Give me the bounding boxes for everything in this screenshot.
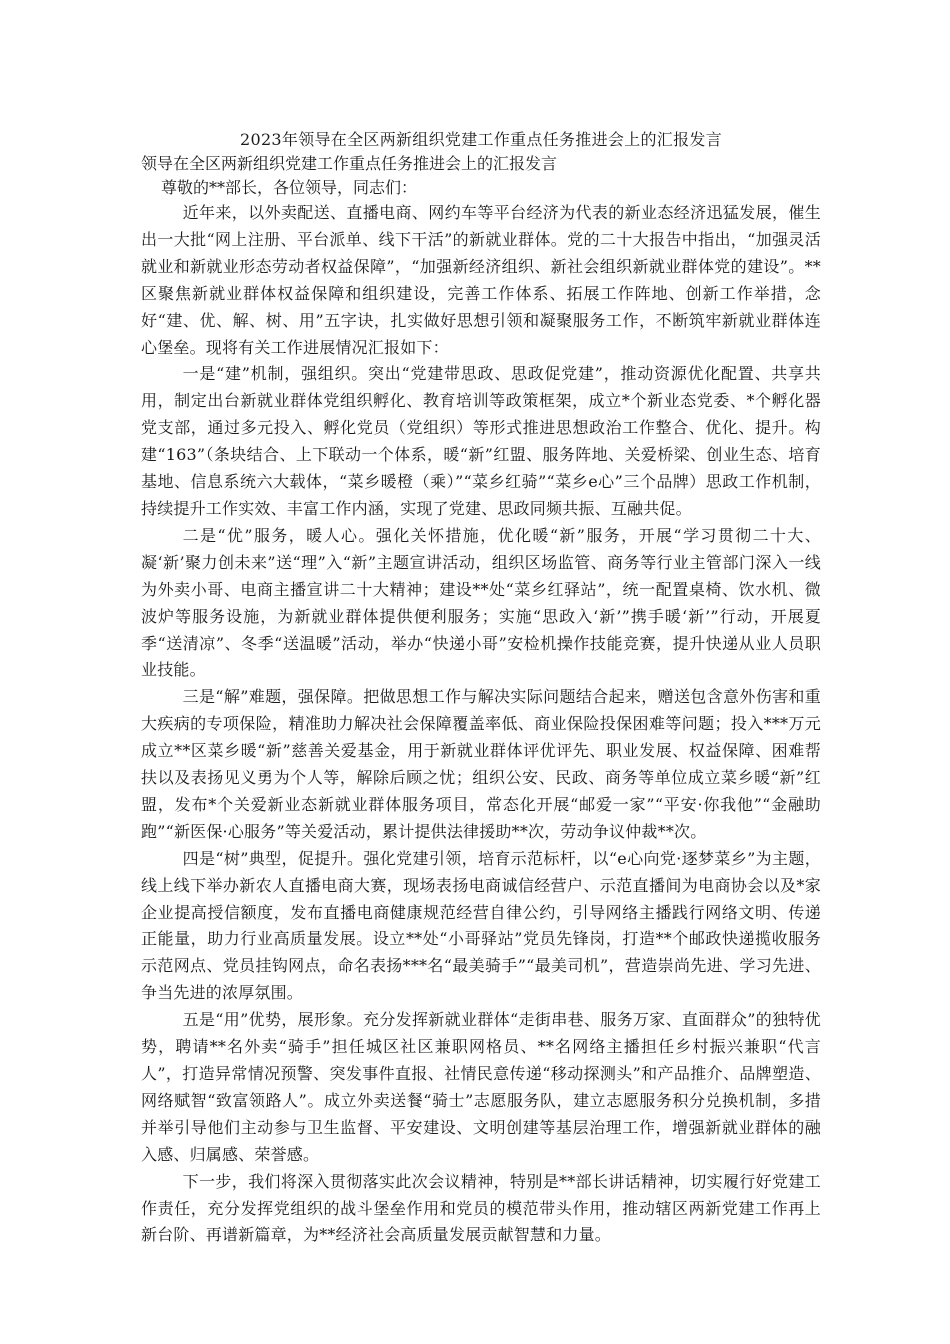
- paragraph-use-advantages: 五是“用”优势，展形象。充分发挥新就业群体“走街串巷、服务万家、直面群众”的独特优势，聘请**名外卖“骑手”担任城区社区兼职网格员、**名网络主播担任乡村振兴兼职“代言人”，打造异常情况预警、突发事件直报、社情民意传递“移动探测头”和产品推介、品牌塑造、网络赋智“致富领路人”。成立外卖送餐“骑士”志愿服务队，建立志愿服务积分兑换机制，多措并举引导他们主动参与卫生监督、平安建设、文明创建等基层治理工作，增强新就业群体的融入感、归属感、荣誉感。: [141, 1010, 821, 1164]
- paragraph-solve-problems: 三是“解”难题，强保障。把做思想工作与解决实际问题结合起来，赠送包含意外伤害和重大疾病的专项保险，精准助力解决社会保障覆盖率低、商业保险投保困难等问题；投入***万元成立**区菜乡暖“新”慈善关爱基金，用于新就业群体评优评先、职业发展、权益保障、困难帮扶以及表扬见义勇为个人等，解除后顾之忧；组织公安、民政、商务等单位成立菜乡暖“新”红盟，发布*个关爱新业态新就业群体服务项目，常态化开展“邮爱一家”“平安·你我他”“金融助跑”“新医保·心服务”等关爱活动，累计提供法律援助**次，劳动争议仲裁**次。: [141, 687, 821, 841]
- paragraph-build-mechanism: 一是“建”机制，强组织。突出“党建带思政、思政促党建”，推动资源优化配置、共享共用，制定出台新就业群体党组织孵化、教育培训等政策框架，成立*个新业态党委、*个孵化器党支部，通过多元投入、孵化党员（党组织）等形式推进思想政治工作整合、优化、提升。构建“163”（条块结合、上下联动一个体系，暖“新”红盟、服务阵地、关爱桥梁、创业生态、培育基地、信息系统六大载体，“菜乡暖橙（乘）”“菜乡红骑”“菜乡e心”三个品牌）思政工作机制，持续提升工作实效、丰富工作内涵，实现了党建、思政同频共振、互融共促。: [141, 364, 821, 518]
- paragraph-optimize-service: 二是“优”服务，暖人心。强化关怀措施，优化暖“新”服务，开展“学习贯彻二十大、凝‘新’聚力创未来”送“理”入“新”主题宣讲活动，组织区场监管、商务等行业主管部门深入一线为外卖小哥、电商主播宣讲二十大精神；建设**处“菜乡红驿站”，统一配置桌椅、饮水机、微波炉等服务设施，为新就业群体提供便利服务；实施“思政入‘新’”携手暖‘新’”行动，开展夏季“送清凉”、冬季“送温暖”活动，举办“快递小哥”安检机操作技能竞赛，提升快递从业人员职业技能。: [141, 525, 821, 680]
- document-title: 2023年领导在全区两新组织党建工作重点任务推进会上的汇报发言: [239, 130, 723, 149]
- paragraph-set-examples: 四是“树”典型，促提升。强化党建引领，培育示范标杆，以“e心向党·逐梦菜乡”为主题，线上线下举办新农人直播电商大赛，现场表扬电商诚信经营户、示范直播间为电商协会以及*家企业提高授信额度，发布直播电商健康规范经营自律公约，引导网络主播践行网络文明、传递正能量，助力行业高质量发展。设立**处“小哥驿站”党员先锋岗，打造**个邮政快递揽收服务示范网点、党员挂钩网点，命名表扬***名“最美骑手”“最美司机”，营造崇尚先进、学习先进、争当先进的浓厚氛围。: [141, 848, 821, 1003]
- document-subtitle: 领导在全区两新组织党建工作重点任务推进会上的汇报发言: [141, 154, 558, 173]
- paragraph-intro: 近年来，以外卖配送、直播电商、网约车等平台经济为代表的新业态经济迅猛发展，催生出一大批“网上注册、平台派单、线下干活”的新就业群体。党的二十大报告中指出，“加强灵活就业和新就业形态劳动者权益保障”，“加强新经济组织、新社会组织新就业群体党的建设”。**区聚焦新就业群体权益保障和组织建设，完善工作体系、拓展工作阵地、创新工作举措，念好“建、优、解、树、用”五字诀，扎实做好思想引领和凝聚服务工作，不断筑牢新就业群体连心堡垒。现将有关工作进展情况汇报如下：: [141, 203, 821, 357]
- salutation: 尊敬的**部长，各位领导，同志们：: [161, 178, 418, 197]
- document-page: [141, 128, 821, 1249]
- paragraph-next-steps: 下一步，我们将深入贯彻落实此次会议精神，特别是**部长讲话精神，切实履行好党建工作责任，充分发挥党组织的战斗堡垒作用和党员的模范带头作用，推动辖区两新党建工作再上新台阶、再谱新篇章，为**经济社会高质量发展贡献智慧和力量。: [141, 1171, 821, 1245]
